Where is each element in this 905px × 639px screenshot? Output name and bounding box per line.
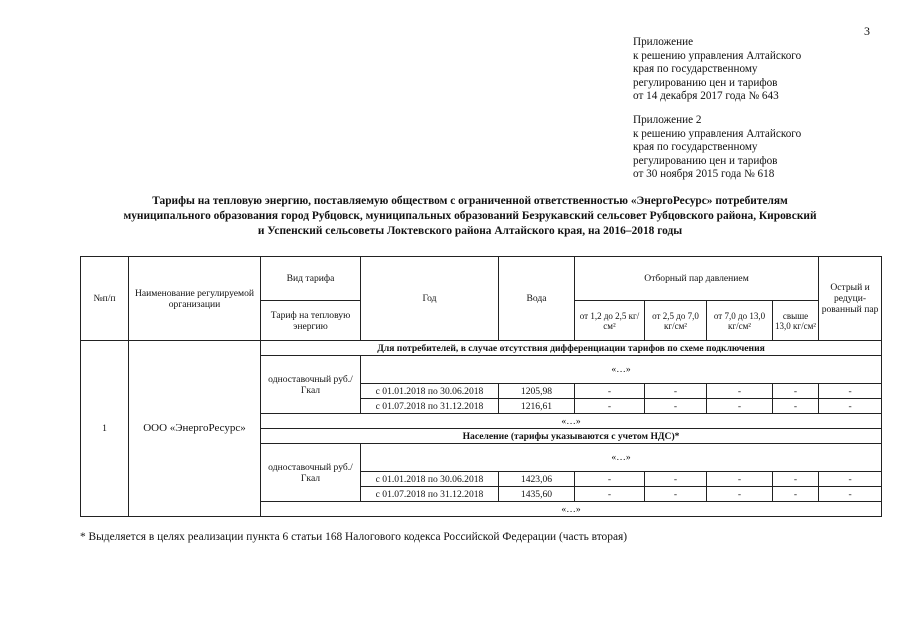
document-title	[50, 194, 890, 239]
annex-1-line: регулированию цен и тарифов	[633, 76, 778, 89]
annex-1-line: Приложение	[633, 36, 694, 48]
header-pressure-3: от 7,0 до 13,0 кг/см²	[707, 301, 773, 341]
tariff-table	[80, 256, 882, 517]
pressure-3-value: -	[707, 487, 773, 502]
pressure-2-value: -	[645, 384, 707, 399]
section-1-ellipsis: «…»	[361, 356, 882, 384]
annex-1-block	[633, 36, 801, 104]
water-value: 1216,61	[499, 399, 575, 414]
section-1-title-row	[81, 341, 882, 356]
sharp-steam-value: -	[819, 472, 882, 487]
pressure-4-value: -	[773, 399, 819, 414]
annex-1-line: края по государственному	[633, 63, 758, 76]
annex-2-line: края по государственному	[633, 141, 758, 154]
water-value: 1205,98	[499, 384, 575, 399]
pressure-1-value: -	[575, 399, 645, 414]
water-value: 1423,06	[499, 472, 575, 487]
header-steam: Отборный пар давлением	[575, 257, 819, 301]
section-2-title: Население (тарифы указываются с учетом НДС)*	[261, 429, 882, 444]
pressure-2-value: -	[645, 472, 707, 487]
header-pressure-2: от 2,5 до 7,0 кг/см²	[645, 301, 707, 341]
header-tariff-sub: Тариф на тепловую энергию	[261, 301, 361, 341]
pressure-3-value: -	[707, 399, 773, 414]
section-1-after: «…»	[261, 414, 882, 429]
annex-2-line: Приложение 2	[633, 114, 702, 126]
title-line: муниципального образования город Рубцовск, муниципальных образований Безрукавский сельсовет Рубцовского района, Кировский	[123, 210, 817, 222]
period-cell: с 01.07.2018 по 31.12.2018	[361, 487, 499, 502]
pressure-1-value: -	[575, 472, 645, 487]
organization-name: ООО «ЭнергоРесурс»	[129, 341, 261, 517]
section-1-tariff: одноставочный руб./Гкал	[261, 356, 361, 414]
page-number: 3	[864, 24, 870, 38]
sharp-steam-value: -	[819, 487, 882, 502]
header-row-1	[81, 257, 882, 301]
header-water: Вода	[499, 257, 575, 341]
header-pressure-1: от 1,2 до 2,5 кг/см²	[575, 301, 645, 341]
pressure-3-value: -	[707, 472, 773, 487]
section-2-tariff: одноставочный руб./Гкал	[261, 444, 361, 502]
header-num: №п/п	[81, 257, 129, 341]
header-tariff-type: Вид тарифа	[261, 257, 361, 301]
annex-2-line: регулированию цен и тарифов	[633, 154, 778, 167]
period-cell: с 01.07.2018 по 31.12.2018	[361, 399, 499, 414]
pressure-1-value: -	[575, 487, 645, 502]
annex-1-line: от 14 декабря 2017 года № 643	[633, 90, 779, 103]
water-value: 1435,60	[499, 487, 575, 502]
pressure-4-value: -	[773, 487, 819, 502]
section-2-ellipsis: «…»	[361, 444, 882, 472]
pressure-4-value: -	[773, 384, 819, 399]
header-pressure-4: свыше 13,0 кг/см²	[773, 301, 819, 341]
title-line: и Успенский сельсоветы Локтевского района Алтайского края, на 2016–2018 годы	[257, 225, 683, 237]
section-1-title: Для потребителей, в случае отсутствия дифференциации тарифов по схеме подключения	[261, 341, 882, 356]
header-year: Год	[361, 257, 499, 341]
annex-1-line: к решению управления Алтайского	[633, 49, 802, 62]
annex-2-block	[633, 114, 801, 182]
sharp-steam-value: -	[819, 399, 882, 414]
header-sharp-steam: Острый и редуци-рованный пар	[819, 257, 882, 341]
title-line: Тарифы на тепловую энергию, поставляемую обществом с ограниченной ответственностью «ЭнергоРесурс» потребителям	[152, 195, 788, 207]
annex-2-line: от 30 ноября 2015 года № 618	[633, 168, 775, 181]
section-2-after: «…»	[261, 502, 882, 517]
period-cell: с 01.01.2018 по 30.06.2018	[361, 472, 499, 487]
header-org: Наименование регулируемой организации	[129, 257, 261, 341]
period-cell: с 01.01.2018 по 30.06.2018	[361, 384, 499, 399]
pressure-2-value: -	[645, 399, 707, 414]
pressure-4-value: -	[773, 472, 819, 487]
pressure-2-value: -	[645, 487, 707, 502]
row-number: 1	[81, 341, 129, 517]
footnote: * Выделяется в целях реализации пункта 6 статьи 168 Налогового кодекса Российской Федерации (часть вторая)	[80, 531, 628, 543]
pressure-3-value: -	[707, 384, 773, 399]
annex-2-line: к решению управления Алтайского	[633, 127, 802, 140]
sharp-steam-value: -	[819, 384, 882, 399]
pressure-1-value: -	[575, 384, 645, 399]
